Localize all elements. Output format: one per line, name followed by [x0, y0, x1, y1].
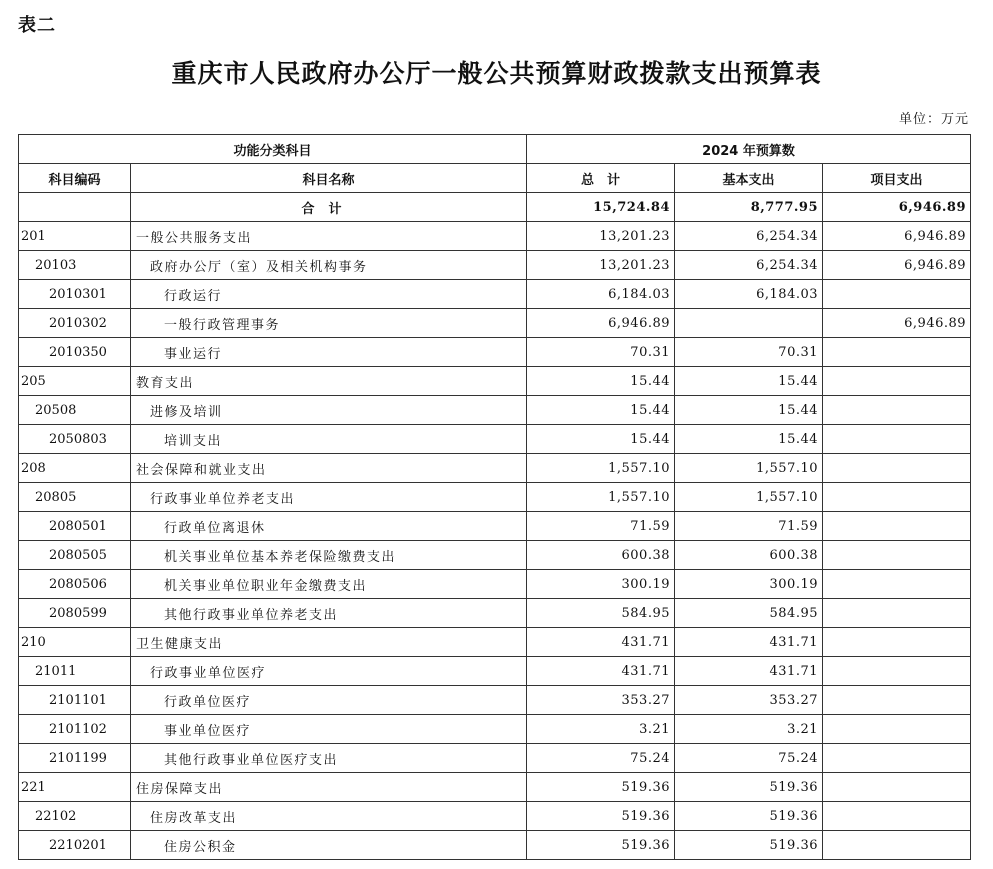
header-group-row — [19, 135, 971, 164]
table-row — [19, 686, 971, 715]
total-value-cell: 13,201.23 — [527, 251, 675, 280]
basic-value-cell — [675, 309, 823, 338]
subject-code-cell: 2010301 — [19, 280, 131, 309]
table-row — [19, 599, 971, 628]
total-value-cell: 431.71 — [527, 628, 675, 657]
basic-value-cell: 15.44 — [675, 396, 823, 425]
subject-code-cell: 201 — [19, 222, 131, 251]
table-row — [19, 338, 971, 367]
basic-value-cell: 71.59 — [675, 512, 823, 541]
table-header — [19, 135, 971, 193]
total-total-value: 15,724.84 — [527, 193, 675, 222]
project-value-cell — [823, 570, 971, 599]
table-row — [19, 396, 971, 425]
subject-name-cell: 政府办公厅（室）及相关机构事务 — [131, 251, 527, 280]
basic-value-cell: 15.44 — [675, 367, 823, 396]
total-row — [19, 193, 971, 222]
subject-name-cell: 机关事业单位基本养老保险缴费支出 — [131, 541, 527, 570]
total-value-cell: 600.38 — [527, 541, 675, 570]
total-basic-value: 8,777.95 — [675, 193, 823, 222]
total-value-cell: 519.36 — [527, 773, 675, 802]
project-value-cell — [823, 338, 971, 367]
basic-value-cell: 300.19 — [675, 570, 823, 599]
project-value-cell — [823, 483, 971, 512]
subject-code-cell: 2080599 — [19, 599, 131, 628]
subject-code-cell: 2080501 — [19, 512, 131, 541]
subject-code-cell: 2101101 — [19, 686, 131, 715]
project-value-cell — [823, 773, 971, 802]
subject-name-cell: 行政运行 — [131, 280, 527, 309]
table-row — [19, 512, 971, 541]
total-value-cell: 3.21 — [527, 715, 675, 744]
basic-value-cell: 431.71 — [675, 628, 823, 657]
table-row — [19, 251, 971, 280]
total-value-cell: 6,946.89 — [527, 309, 675, 338]
subject-name-cell: 进修及培训 — [131, 396, 527, 425]
total-value-cell: 13,201.23 — [527, 222, 675, 251]
project-value-cell — [823, 628, 971, 657]
document-title: 重庆市人民政府办公厅一般公共预算财政拨款支出预算表 — [171, 59, 822, 88]
table-row — [19, 367, 971, 396]
project-value-cell — [823, 280, 971, 309]
subject-name-cell: 其他行政事业单位医疗支出 — [131, 744, 527, 773]
total-value-cell: 70.31 — [527, 338, 675, 367]
project-value-cell — [823, 512, 971, 541]
project-value-cell — [823, 541, 971, 570]
basic-value-cell: 353.27 — [675, 686, 823, 715]
total-value-cell: 1,557.10 — [527, 483, 675, 512]
table-row — [19, 831, 971, 860]
header-code: 科目编码 — [19, 164, 131, 193]
subject-name-cell: 行政事业单位医疗 — [131, 657, 527, 686]
total-label: 合计 — [131, 193, 527, 222]
table-row — [19, 570, 971, 599]
subject-code-cell: 2050803 — [19, 425, 131, 454]
subject-name-cell: 事业单位医疗 — [131, 715, 527, 744]
header-functional-classification: 功能分类科目 — [19, 135, 527, 164]
subject-name-cell: 行政事业单位养老支出 — [131, 483, 527, 512]
subject-code-cell: 221 — [19, 773, 131, 802]
subject-name-cell: 一般公共服务支出 — [131, 222, 527, 251]
project-value-cell — [823, 367, 971, 396]
subject-code-cell: 205 — [19, 367, 131, 396]
table-row — [19, 802, 971, 831]
subject-code-cell: 2101102 — [19, 715, 131, 744]
subject-name-cell: 其他行政事业单位养老支出 — [131, 599, 527, 628]
basic-value-cell: 6,254.34 — [675, 251, 823, 280]
basic-value-cell: 584.95 — [675, 599, 823, 628]
subject-code-cell: 2080505 — [19, 541, 131, 570]
subject-code-cell: 20805 — [19, 483, 131, 512]
project-value-cell — [823, 831, 971, 860]
header-project: 项目支出 — [823, 164, 971, 193]
subject-code-cell: 2010302 — [19, 309, 131, 338]
total-value-cell: 584.95 — [527, 599, 675, 628]
subject-code-cell: 2010350 — [19, 338, 131, 367]
project-value-cell — [823, 744, 971, 773]
project-value-cell — [823, 454, 971, 483]
subject-name-cell: 机关事业单位职业年金缴费支出 — [131, 570, 527, 599]
total-value-cell: 71.59 — [527, 512, 675, 541]
subject-code-cell: 21011 — [19, 657, 131, 686]
subject-name-cell: 住房公积金 — [131, 831, 527, 860]
subject-code-cell: 20508 — [19, 396, 131, 425]
total-value-cell: 75.24 — [527, 744, 675, 773]
table-row — [19, 715, 971, 744]
subject-name-cell: 一般行政管理事务 — [131, 309, 527, 338]
basic-value-cell: 75.24 — [675, 744, 823, 773]
subject-code-cell: 22102 — [19, 802, 131, 831]
subject-name-cell: 行政单位医疗 — [131, 686, 527, 715]
table-row — [19, 222, 971, 251]
unit-label: 单位：万元 — [898, 112, 969, 127]
subject-name-cell: 住房保障支出 — [131, 773, 527, 802]
total-value-cell: 6,184.03 — [527, 280, 675, 309]
subject-name-cell: 卫生健康支出 — [131, 628, 527, 657]
subject-code-cell: 20103 — [19, 251, 131, 280]
total-value-cell: 15.44 — [527, 396, 675, 425]
basic-value-cell: 519.36 — [675, 831, 823, 860]
basic-value-cell: 3.21 — [675, 715, 823, 744]
total-value-cell: 300.19 — [527, 570, 675, 599]
project-value-cell — [823, 802, 971, 831]
table-row — [19, 628, 971, 657]
subject-name-cell: 事业运行 — [131, 338, 527, 367]
header-column-row — [19, 164, 971, 193]
project-value-cell — [823, 599, 971, 628]
project-value-cell — [823, 396, 971, 425]
basic-value-cell: 1,557.10 — [675, 454, 823, 483]
basic-value-cell: 431.71 — [675, 657, 823, 686]
subject-code-cell: 2080506 — [19, 570, 131, 599]
total-value-cell: 431.71 — [527, 657, 675, 686]
project-value-cell: 6,946.89 — [823, 222, 971, 251]
basic-value-cell: 519.36 — [675, 773, 823, 802]
header-name: 科目名称 — [131, 164, 527, 193]
project-value-cell: 6,946.89 — [823, 251, 971, 280]
basic-value-cell: 15.44 — [675, 425, 823, 454]
total-value-cell: 519.36 — [527, 802, 675, 831]
total-value-cell: 1,557.10 — [527, 454, 675, 483]
table-body — [19, 193, 971, 860]
header-total: 总 计 — [527, 164, 675, 193]
basic-value-cell: 6,254.34 — [675, 222, 823, 251]
total-value-cell: 519.36 — [527, 831, 675, 860]
subject-name-cell: 住房改革支出 — [131, 802, 527, 831]
basic-value-cell: 600.38 — [675, 541, 823, 570]
budget-table — [18, 134, 971, 860]
project-value-cell — [823, 425, 971, 454]
subject-code-cell: 2210201 — [19, 831, 131, 860]
basic-value-cell: 519.36 — [675, 802, 823, 831]
total-code-cell — [19, 193, 131, 222]
total-value-cell: 15.44 — [527, 425, 675, 454]
total-value-cell: 15.44 — [527, 367, 675, 396]
subject-name-cell: 社会保障和就业支出 — [131, 454, 527, 483]
table-row — [19, 657, 971, 686]
basic-value-cell: 6,184.03 — [675, 280, 823, 309]
subject-name-cell: 教育支出 — [131, 367, 527, 396]
table-row — [19, 280, 971, 309]
basic-value-cell: 70.31 — [675, 338, 823, 367]
subject-code-cell: 208 — [19, 454, 131, 483]
project-value-cell: 6,946.89 — [823, 309, 971, 338]
table-row — [19, 454, 971, 483]
table-row — [19, 773, 971, 802]
table-row — [19, 744, 971, 773]
subject-code-cell: 210 — [19, 628, 131, 657]
table-number-label: 表二 — [18, 15, 56, 36]
subject-code-cell: 2101199 — [19, 744, 131, 773]
header-budget-year: 2024 年预算数 — [527, 135, 971, 164]
header-basic: 基本支出 — [675, 164, 823, 193]
subject-name-cell: 培训支出 — [131, 425, 527, 454]
project-value-cell — [823, 686, 971, 715]
basic-value-cell: 1,557.10 — [675, 483, 823, 512]
table-row — [19, 425, 971, 454]
project-value-cell — [823, 715, 971, 744]
table-row — [19, 309, 971, 338]
subject-name-cell: 行政单位离退休 — [131, 512, 527, 541]
project-value-cell — [823, 657, 971, 686]
total-project-value: 6,946.89 — [823, 193, 971, 222]
table-row — [19, 483, 971, 512]
total-value-cell: 353.27 — [527, 686, 675, 715]
table-row — [19, 541, 971, 570]
